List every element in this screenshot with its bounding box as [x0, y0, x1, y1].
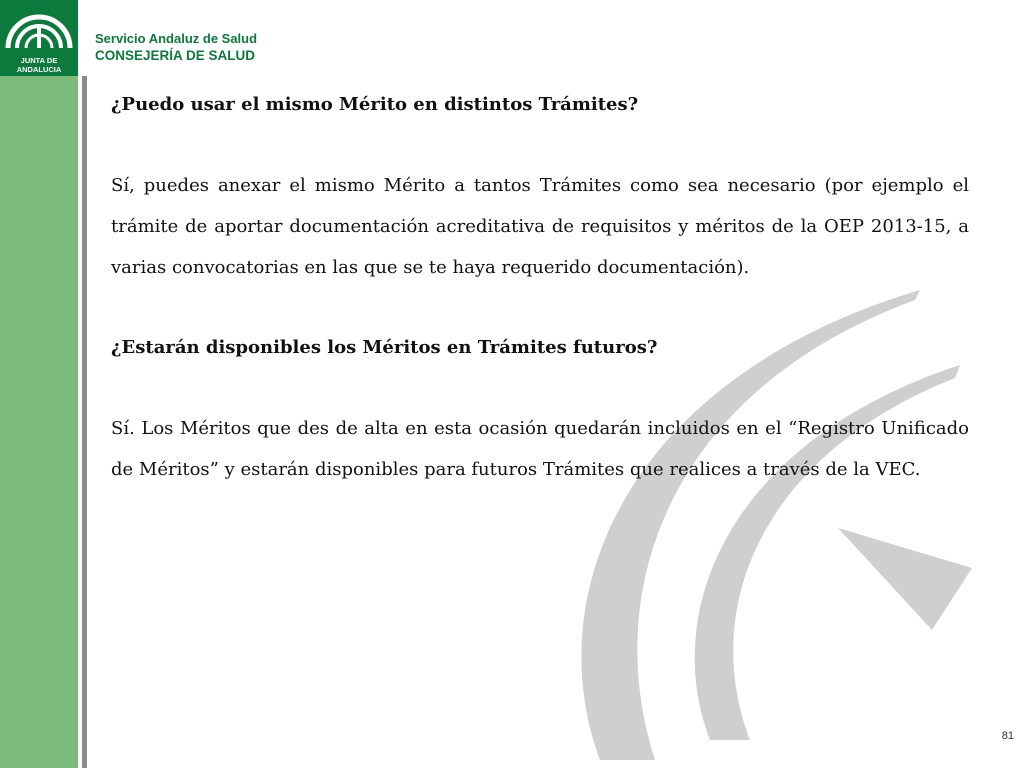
left-green-band: [0, 0, 78, 768]
brand-line-2: CONSEJERÍA DE SALUD: [95, 48, 256, 63]
brand-line-1: Servicio Andaluz de Salud: [95, 31, 258, 46]
logo-caption: JUNTA DE ANDALUCIA: [16, 56, 62, 74]
junta-logo: [0, 0, 78, 76]
question-1: ¿Puedo usar el mismo Mérito en distintos Trámites?: [111, 94, 639, 115]
answer-2: Sí. Los Méritos que des de alta en esta ocasión quedarán incluidos en el “Registro Unificado de Méritos” y estarán disponibles para futuros Trámites que realices a través de la VEC.: [111, 418, 969, 480]
brand-block: [95, 30, 257, 64]
junta-arch-icon: [0, 0, 78, 56]
page-number: 81: [1001, 730, 1014, 742]
vertical-rule: [82, 76, 87, 768]
question-2: ¿Estarán disponibles los Méritos en Trámites futuros?: [111, 337, 658, 358]
main-content: [111, 85, 969, 490]
answer-1: Sí, puedes anexar el mismo Mérito a tantos Trámites como sea necesario (por ejemplo el trámite de aportar documentación acreditativa de requisitos y méritos de la OEP 2013-15, a varias convocatorias en las que se te haya requerido documentación).: [111, 175, 969, 278]
